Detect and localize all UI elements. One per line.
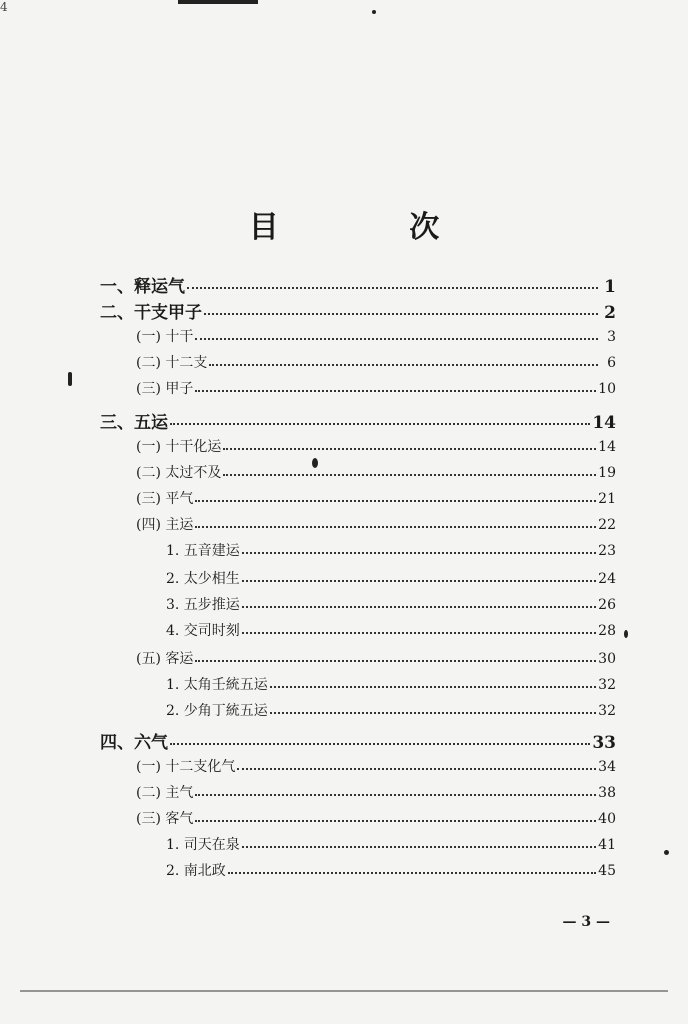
toc-entry-page: 45	[598, 863, 616, 879]
toc-entry-page: 32	[598, 677, 616, 693]
page-number: — 3 —	[562, 914, 610, 930]
dot-leader	[270, 686, 596, 688]
corner-mark: 4	[0, 0, 8, 14]
toc-entry-label: (三) 平气	[136, 491, 194, 507]
toc-entry-page: 34	[598, 759, 616, 775]
toc-entry-label: 四、六气	[100, 733, 168, 753]
dot-leader	[209, 364, 598, 366]
dot-leader	[195, 526, 596, 528]
toc-entry-page: 21	[598, 491, 616, 507]
toc-entry	[166, 540, 616, 560]
dot-leader	[170, 423, 590, 425]
toc-entry-label: (二) 十二支	[136, 355, 208, 371]
toc-entry	[166, 594, 616, 614]
toc-entry-page: 24	[598, 571, 616, 587]
toc-entry	[166, 620, 616, 640]
dot-leader	[170, 743, 590, 745]
toc-entry-label: 1. 太角壬統五运	[166, 677, 268, 693]
toc-entry	[100, 408, 616, 433]
toc-entry-page: 19	[598, 465, 616, 481]
toc-entry-page: 3	[607, 329, 616, 345]
toc-entry-page: 38	[598, 785, 616, 801]
toc-entry-label: 1. 五音建运	[166, 543, 240, 559]
toc-entry	[100, 298, 616, 323]
toc-entry-label: 一、释运气	[100, 277, 185, 297]
top-edge-mark	[178, 0, 258, 4]
toc-entry	[166, 568, 616, 588]
dot-leader	[195, 390, 596, 392]
toc-entry	[136, 808, 616, 828]
toc-entry	[166, 860, 616, 880]
dot-leader	[195, 660, 596, 662]
toc-entry-page: 10	[598, 381, 616, 397]
toc-entry	[136, 436, 616, 456]
page-title: 目 次	[248, 210, 500, 245]
toc-entry-label: (五) 客运	[136, 651, 194, 667]
toc-entry	[136, 378, 616, 398]
dot-leader	[187, 287, 598, 289]
toc-entry-page: 22	[598, 517, 616, 533]
toc-entry	[136, 462, 616, 482]
dot-leader	[195, 820, 596, 822]
toc-entry-label: (四) 主运	[136, 517, 194, 533]
toc-entry-label: 三、五运	[100, 413, 168, 433]
toc-entry	[136, 352, 616, 372]
toc-entry-page: 41	[598, 837, 616, 853]
dot-leader	[195, 500, 596, 502]
toc-entry-page: 32	[598, 703, 616, 719]
dot-leader	[242, 552, 596, 554]
toc-entry-page: 26	[598, 597, 616, 613]
toc-entry-page: 30	[598, 651, 616, 667]
toc-entry-label: (一) 十干化运	[136, 439, 222, 455]
dot-leader	[223, 448, 596, 450]
toc-entry	[166, 700, 616, 720]
toc-entry-label: 2. 少角丁統五运	[166, 703, 268, 719]
toc-entry-label: (二) 主气	[136, 785, 194, 801]
toc-entry	[136, 756, 616, 776]
toc-entry-page: 23	[598, 543, 616, 559]
toc-entry-label: 4. 交司时刻	[166, 623, 240, 639]
toc-entry	[166, 674, 616, 694]
toc-entry-page: 28	[598, 623, 616, 639]
toc-entry-label: 2. 太少相生	[166, 571, 240, 587]
print-speck	[624, 630, 628, 638]
toc-entry	[100, 272, 616, 297]
toc-entry-label: 二、干支甲子	[100, 303, 202, 323]
toc-entry-label: (三) 甲子	[136, 381, 194, 397]
dot-leader	[228, 872, 596, 874]
toc-entry-page: 14	[592, 413, 616, 433]
toc-entry-page: 6	[607, 355, 616, 371]
toc-entry-label: 1. 司天在泉	[166, 837, 240, 853]
dot-leader	[195, 794, 596, 796]
dot-leader	[242, 606, 596, 608]
toc-entry-label: (二) 太过不及	[136, 465, 222, 481]
toc-entry	[166, 834, 616, 854]
toc-entry-label: (一) 十干	[136, 329, 194, 345]
dot-leader	[270, 712, 596, 714]
toc-entry	[136, 488, 616, 508]
toc-entry-page: 2	[604, 303, 616, 323]
toc-entry	[136, 648, 616, 668]
toc-entry-label: (一) 十二支化气	[136, 759, 236, 775]
print-speck	[664, 850, 669, 855]
toc-entry	[136, 782, 616, 802]
print-speck	[312, 458, 318, 468]
print-speck	[68, 372, 72, 386]
toc-entry-label: (三) 客气	[136, 811, 194, 827]
dot-leader	[237, 768, 596, 770]
toc-entry-page: 1	[604, 277, 616, 297]
dot-leader	[195, 338, 598, 340]
dot-leader	[204, 313, 598, 315]
toc-entry-page: 14	[598, 439, 616, 455]
dot-leader	[242, 632, 596, 634]
dot-leader	[242, 846, 596, 848]
toc-entry	[136, 326, 616, 346]
toc-entry-label: 2. 南北政	[166, 863, 226, 879]
toc-entry-label: 3. 五步推运	[166, 597, 240, 613]
toc-entry	[136, 514, 616, 534]
dot-leader	[242, 580, 596, 582]
dot-leader	[223, 474, 596, 476]
print-speck	[372, 10, 376, 14]
toc-entry-page: 40	[598, 811, 616, 827]
toc-entry-page: 33	[592, 733, 616, 753]
toc-entry	[100, 728, 616, 753]
bottom-edge-line	[20, 990, 668, 992]
